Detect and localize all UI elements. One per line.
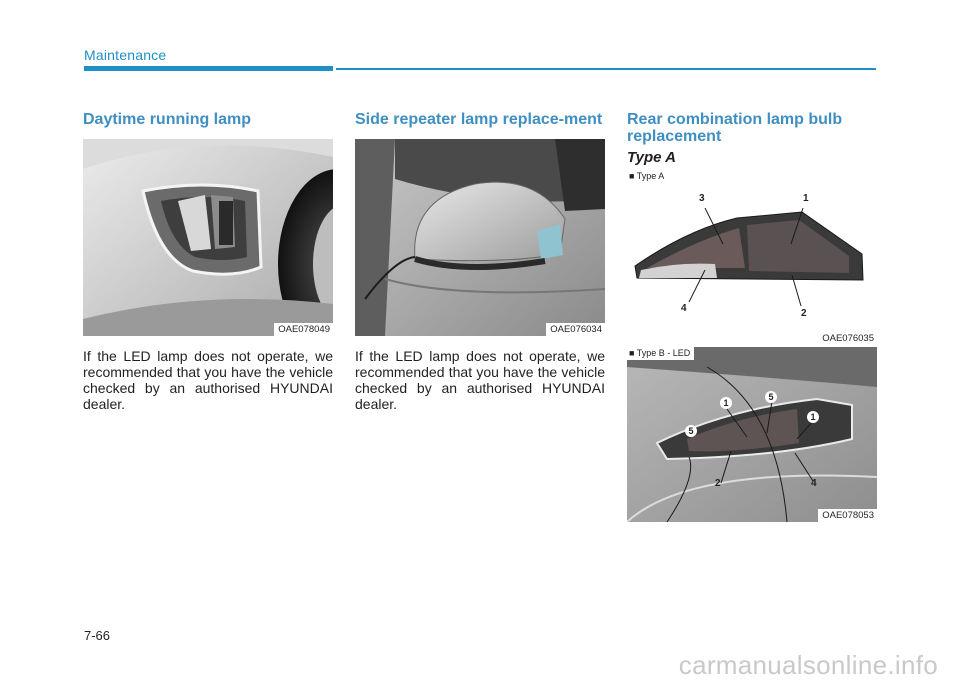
callout-1-left: 1 xyxy=(720,397,732,409)
header-rule-thick xyxy=(84,66,333,71)
callout-2: 2 xyxy=(715,478,721,489)
callout-4: 4 xyxy=(811,478,817,489)
callout-5-left: 5 xyxy=(685,425,697,437)
callout-2: 2 xyxy=(801,308,807,319)
side-repeater-title: Side repeater lamp replace-ment xyxy=(355,111,603,128)
rear-lamp-type-a-illustration xyxy=(627,170,877,345)
type-b-figure-code: OAE078053 xyxy=(818,509,877,522)
callout-1-right: 1 xyxy=(807,411,819,423)
rear-lamp-type-b-illustration xyxy=(627,347,877,522)
rear-combination-subtitle: Type A xyxy=(627,149,676,166)
section-header: Maintenance xyxy=(84,47,167,63)
side-repeater-figure xyxy=(355,139,605,336)
drl-figure-code: OAE078049 xyxy=(274,323,333,336)
type-a-tag: ■ Type A xyxy=(627,170,668,183)
type-a-figure-code: OAE076035 xyxy=(818,332,877,345)
drl-title: Daytime running lamp xyxy=(83,111,252,128)
side-repeater-figure-code: OAE076034 xyxy=(546,323,605,336)
rear-combination-title: Rear combination lamp bulb replacement xyxy=(627,111,843,145)
drl-illustration xyxy=(83,139,333,336)
header-rule-thin xyxy=(336,68,876,70)
rear-lamp-figure-a xyxy=(627,170,877,345)
callout-4: 4 xyxy=(681,303,687,314)
drl-section xyxy=(83,111,333,412)
type-b-tag: ■ Type B - LED xyxy=(627,347,694,360)
drl-figure xyxy=(83,139,333,336)
callout-1: 1 xyxy=(803,193,809,204)
rear-combination-section xyxy=(627,111,877,522)
side-repeater-body: If the LED lamp does not operate, we recommended that you have the vehicle checked by an authorised HYUNDAI dealer. xyxy=(355,348,605,412)
page-number: 7-66 xyxy=(84,628,111,643)
drl-body: If the LED lamp does not operate, we recommended that you have the vehicle checked by an authorised HYUNDAI dealer. xyxy=(83,348,333,412)
side-repeater-section xyxy=(355,111,605,412)
callout-3: 3 xyxy=(699,193,705,204)
callout-5-top: 5 xyxy=(765,391,777,403)
rear-lamp-figure-b xyxy=(627,347,877,522)
watermark: carmanualsonline.info xyxy=(678,650,938,680)
mirror-illustration xyxy=(355,139,605,336)
